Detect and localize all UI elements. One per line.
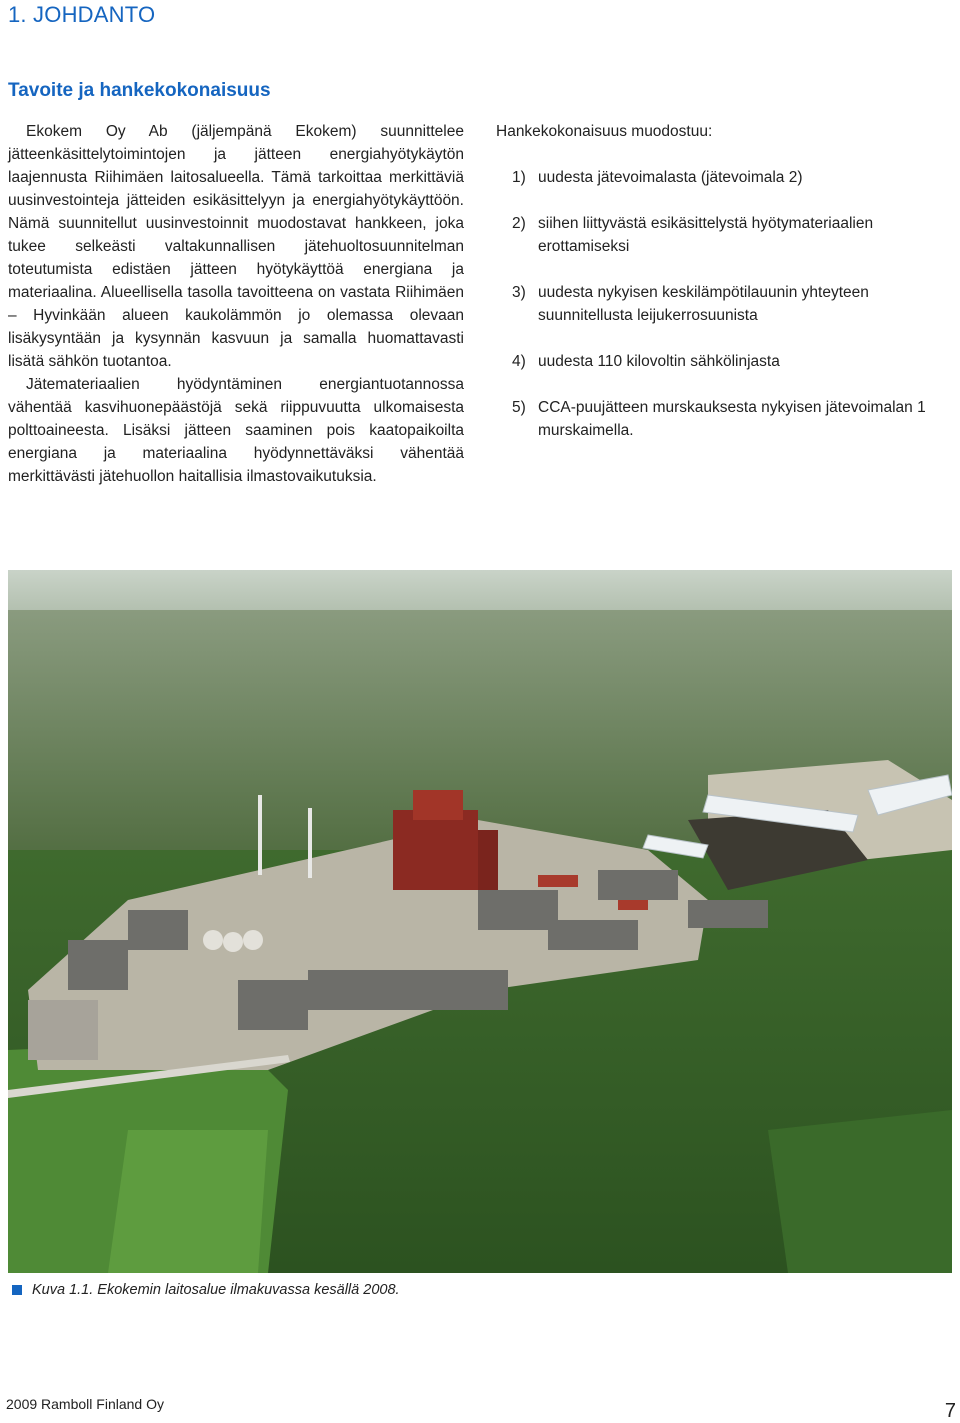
climate-paragraph: Jätemateriaalien hyödyntäminen energiantuotannossa vähentää kasvihuonepäästöjä sekä riippuvuutta ulkomaisesta polttoaineesta. Lisäksi jätteen saaminen pois kaatopaikoilta energiana ja materiaalina hyödynnettäväksi vähentää merkittävästi jätehuollon haitallisia ilmastovaikutuksia. [8,376,464,485]
list-item-text: uudesta nykyisen keskilämpötilauunin yhteyteen suunnitellusta leijukerrosuunista [538,284,869,324]
list-item-text: uudesta jätevoimalasta (jätevoimala 2) [538,169,803,186]
caption-bullet-icon [12,1285,22,1295]
list-item-number: 5) [512,399,526,416]
section-heading: Tavoite ja hankekokonaisuus [8,80,271,101]
list-item-number: 2) [512,215,526,232]
intro-paragraph: Ekokem Oy Ab (jäljempänä Ekokem) suunnittelee jätteenkäsittelytoimintojen ja jätteen energiahyötykäytön laajennusta Riihimäen laitosalueella. Tämä tarkoittaa merkittäviä uusinvestointeja jätteiden esikäsittelyyn ja energiahyötykäyttöön. Nämä suunnitellut uusinvestoinnit muodostavat hankkeen, joka tukee selkeästi valtakunnallisen jätehuoltosuunnitelman toteutumista edistäen jätteen hyötykäyttöä energiana ja materiaalina. Alueellisella tasolla tavoitteena on vastata Riihimäen – Hyvinkään alueen kaukolämmön jo olemassa olevaan lisäkysyntään ja kysynnän kasvuun ja samalla huomattavasti lisätä sähkön tuotantoa. [8,123,464,370]
project-list-intro: Hankekokonaisuus muodostuu: [496,123,713,140]
figure-caption [12,1282,400,1298]
list-item [496,281,954,327]
left-column [8,120,464,488]
list-item-text: siihen liittyvästä esikäsittelystä hyötymateriaalien erottamiseksi [538,215,874,255]
project-list [496,166,954,442]
aerial-photo [8,570,952,1273]
right-column [496,120,954,465]
list-item [496,212,954,258]
list-item-number: 1) [512,169,526,186]
list-item [496,350,954,373]
page-number: 7 [944,1400,956,1422]
list-item-text: uudesta 110 kilovoltin sähkölinjasta [538,353,780,370]
list-item [496,166,954,189]
figure-caption-text: Kuva 1.1. Ekokemin laitosalue ilmakuvassa kesällä 2008. [32,1282,400,1298]
list-item-text: CCA-puujätteen murskauksesta nykyisen jätevoimalan 1 murskaimella. [538,399,926,439]
list-item-number: 3) [512,284,526,301]
chapter-title: 1. JOHDANTO [8,2,156,27]
footer-company: 2009 Ramboll Finland Oy [6,1396,164,1412]
list-item-number: 4) [512,353,526,370]
list-item [496,396,954,442]
